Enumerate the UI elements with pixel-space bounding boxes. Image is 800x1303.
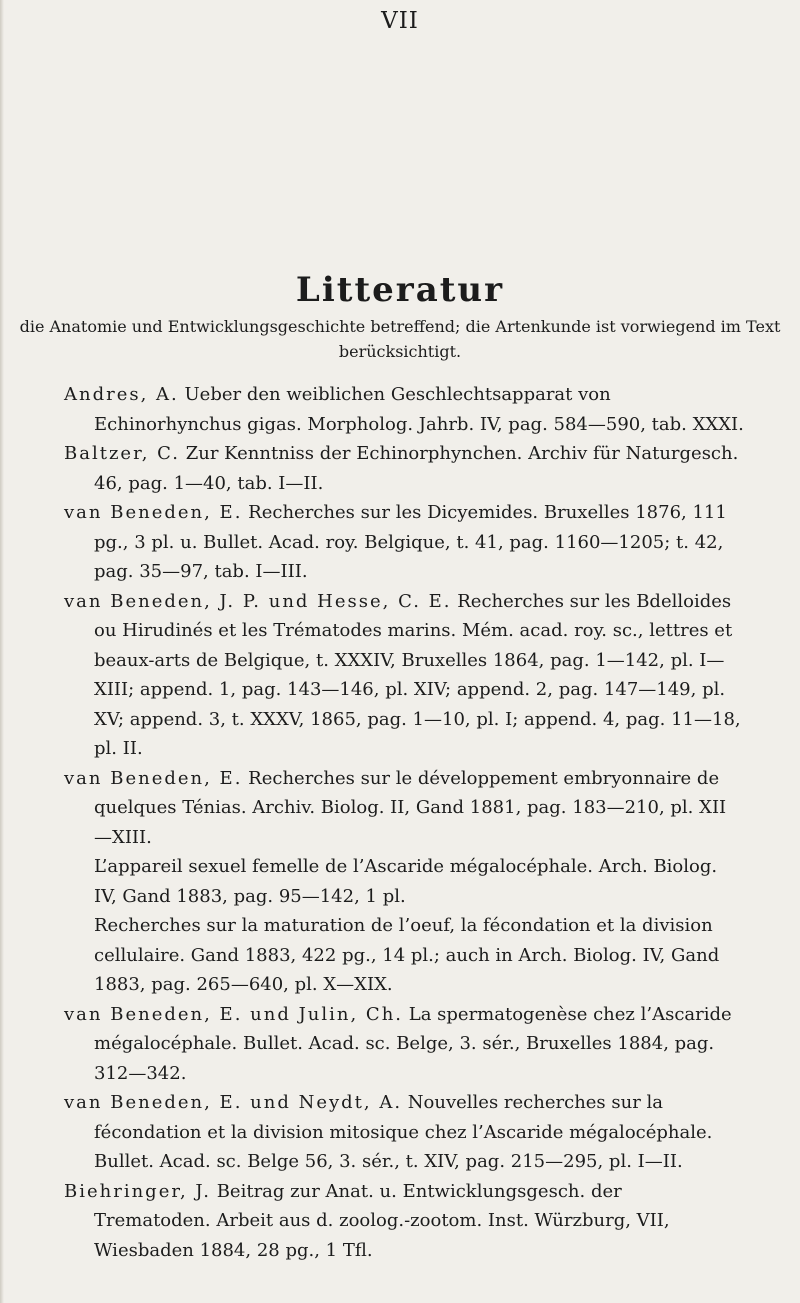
entry-author: van Beneden, E. <box>64 502 243 523</box>
entry-text: Zur Kenntniss der Echinorphynchen. Archiv für Naturgesch. 46, pag. 1—40, tab. I—II. <box>94 443 739 494</box>
entry-text: Beitrag zur Anat. u. Entwicklungsgesch. der Trematoden. Arbeit aus d. zoolog.-zootom. Inst. Würzburg, VII, Wiesbaden 1884, 28 pg., 1 Tfl. <box>94 1180 670 1261</box>
bibliography-entry <box>64 439 744 498</box>
page-title: Litteratur <box>295 270 505 310</box>
page-subtitle: die Anatomie und Entwicklungsgeschichte betreffend; die Artenkunde ist vorwiegend im Text berücksichtigt. <box>19 317 781 361</box>
entry-author: Biehringer, J. <box>64 1180 211 1202</box>
bibliography-list <box>64 380 744 1265</box>
entry-author: van Beneden, J. P. und Hesse, C. E. <box>64 590 452 612</box>
entry-author: van Beneden, E. und Neydt, A. <box>64 1092 403 1113</box>
bibliography-entry <box>64 1177 744 1266</box>
entry-text: La spermatogenèse chez l’Ascaride mégalocéphale. Bullet. Acad. sc. Belge, 3. sér., Bruxelles 1884, pag. 312—342. <box>94 1003 732 1084</box>
entry-text: Recherches sur la maturation de l’oeuf, la fécondation et la division cellulaire. Gand 1883, 422 pg., 14 pl.; auch in Arch. Biolog. IV, Gand 1883, pag. 265—640, pl. X—XIX. <box>94 915 720 995</box>
bibliography-entry <box>64 1000 744 1089</box>
bibliography-entry <box>64 380 744 439</box>
entry-text: Recherches sur les Dicyemides. Bruxelles 1876, 111 pg., 3 pl. u. Bullet. Acad. roy. Belgique, t. 41, pag. 1160—1205; t. 42, pag. 35—97, tab. I—III. <box>94 502 727 582</box>
bibliography-entry-continuation <box>64 852 744 911</box>
entry-author: van Beneden, E. und Julin, Ch. <box>64 1003 404 1025</box>
bibliography-entry <box>64 498 744 587</box>
entry-author: Baltzer, C. <box>64 443 181 464</box>
page-number: VII <box>381 8 419 34</box>
entry-author: Andres, A. <box>64 384 179 405</box>
bibliography-entry-continuation <box>64 911 744 1000</box>
entry-text: Recherches sur le développement embryonnaire de quelques Ténias. Archiv. Biolog. II, Gand 1881, pag. 183—210, pl. XII—XIII. <box>94 767 727 848</box>
bibliography-entry <box>64 1088 744 1177</box>
entry-text: Nouvelles recherches sur la fécondation et la division mitosique chez l’Ascaride mégalocéphale. Bullet. Acad. sc. Belge 56, 3. sér., t. XIV, pag. 215—295, pl. I—II. <box>94 1092 713 1172</box>
entry-text: Recherches sur les Bdelloides ou Hirudinés et les Trématodes marins. Mém. acad. roy. sc., lettres et beaux-arts de Belgique, t. XXXIV, Bruxelles 1864, pag. 1—142, pl. I—XIII; append. 1, pag. 143—146, pl. XIV; append. 2, pag. 147—149, pl. XV; append. 3, t. XXXV, 1865, pag. 1—10, pl. I; append. 4, pag. 11—18, pl. II. <box>94 590 741 759</box>
scan-edge-shadow <box>0 0 4 1303</box>
entry-author: van Beneden, E. <box>64 767 243 789</box>
bibliography-entry <box>64 764 744 853</box>
entry-text: L’appareil sexuel femelle de l’Ascaride mégalocéphale. Arch. Biolog. IV, Gand 1883, pag. 95—142, 1 pl. <box>94 856 718 907</box>
bibliography-entry <box>64 587 744 764</box>
entry-text: Ueber den weiblichen Geschlechtsapparat von Echinorhynchus gigas. Morpholog. Jahrb. IV, pag. 584—590, tab. XXXI. <box>94 384 744 435</box>
